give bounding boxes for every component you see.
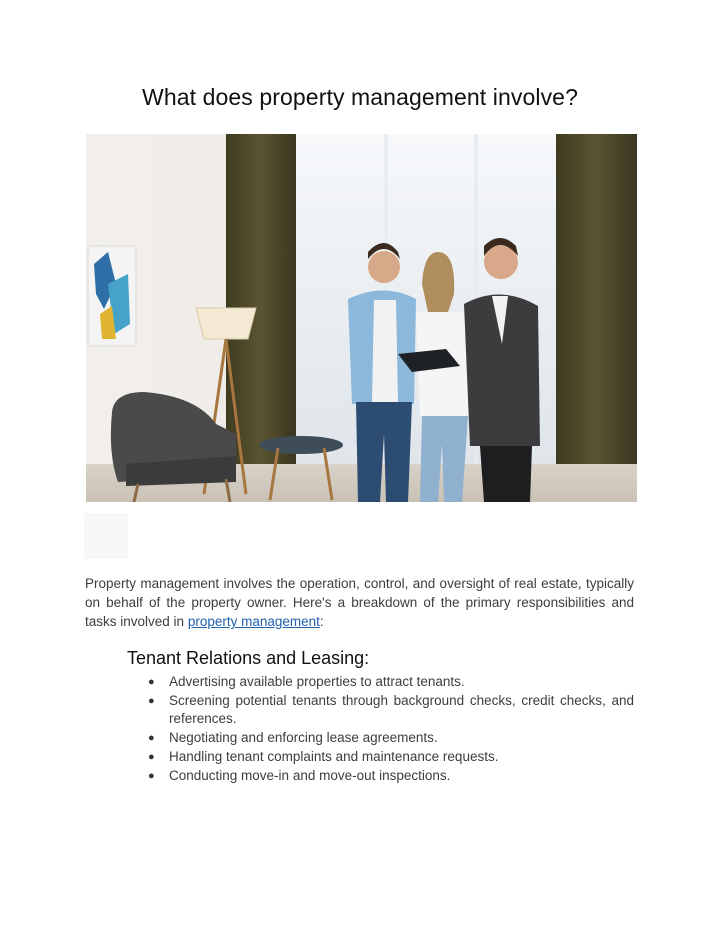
list-item-text: Handling tenant complaints and maintenance requests. xyxy=(169,748,499,764)
bullet-icon: ● xyxy=(148,769,155,782)
list-item xyxy=(148,673,634,692)
list-item-text: Negotiating and enforcing lease agreements. xyxy=(169,730,438,746)
list-item xyxy=(148,729,634,748)
section-heading: Tenant Relations and Leasing: xyxy=(127,648,370,668)
image-placeholder xyxy=(84,513,128,559)
list-item xyxy=(148,767,634,786)
bullet-icon: ● xyxy=(148,732,155,745)
list-item-text: Advertising available properties to attract tenants. xyxy=(169,674,465,689)
intro-paragraph xyxy=(85,574,634,631)
list-item-text: Conducting move-in and move-out inspections. xyxy=(169,767,451,783)
list-item xyxy=(148,692,634,729)
tenant-relations-list xyxy=(148,673,634,785)
bullet-icon: ● xyxy=(148,694,155,707)
list-item xyxy=(148,748,634,767)
bullet-icon: ● xyxy=(148,676,155,688)
intro-text: Property management involves the operation, control, and oversight of real estate, typically on behalf of the property owner. Here's a breakdown of the primary responsibilities and tasks involved in xyxy=(85,576,634,629)
list-item-text: Screening potential tenants through background checks, credit checks, and references. xyxy=(169,692,634,727)
bullet-icon: ● xyxy=(148,750,155,763)
property-management-link[interactable]: property management xyxy=(187,614,320,629)
intro-end: : xyxy=(319,614,324,629)
hero-photo xyxy=(86,134,637,502)
page-title: What does property management involve? xyxy=(142,84,578,110)
